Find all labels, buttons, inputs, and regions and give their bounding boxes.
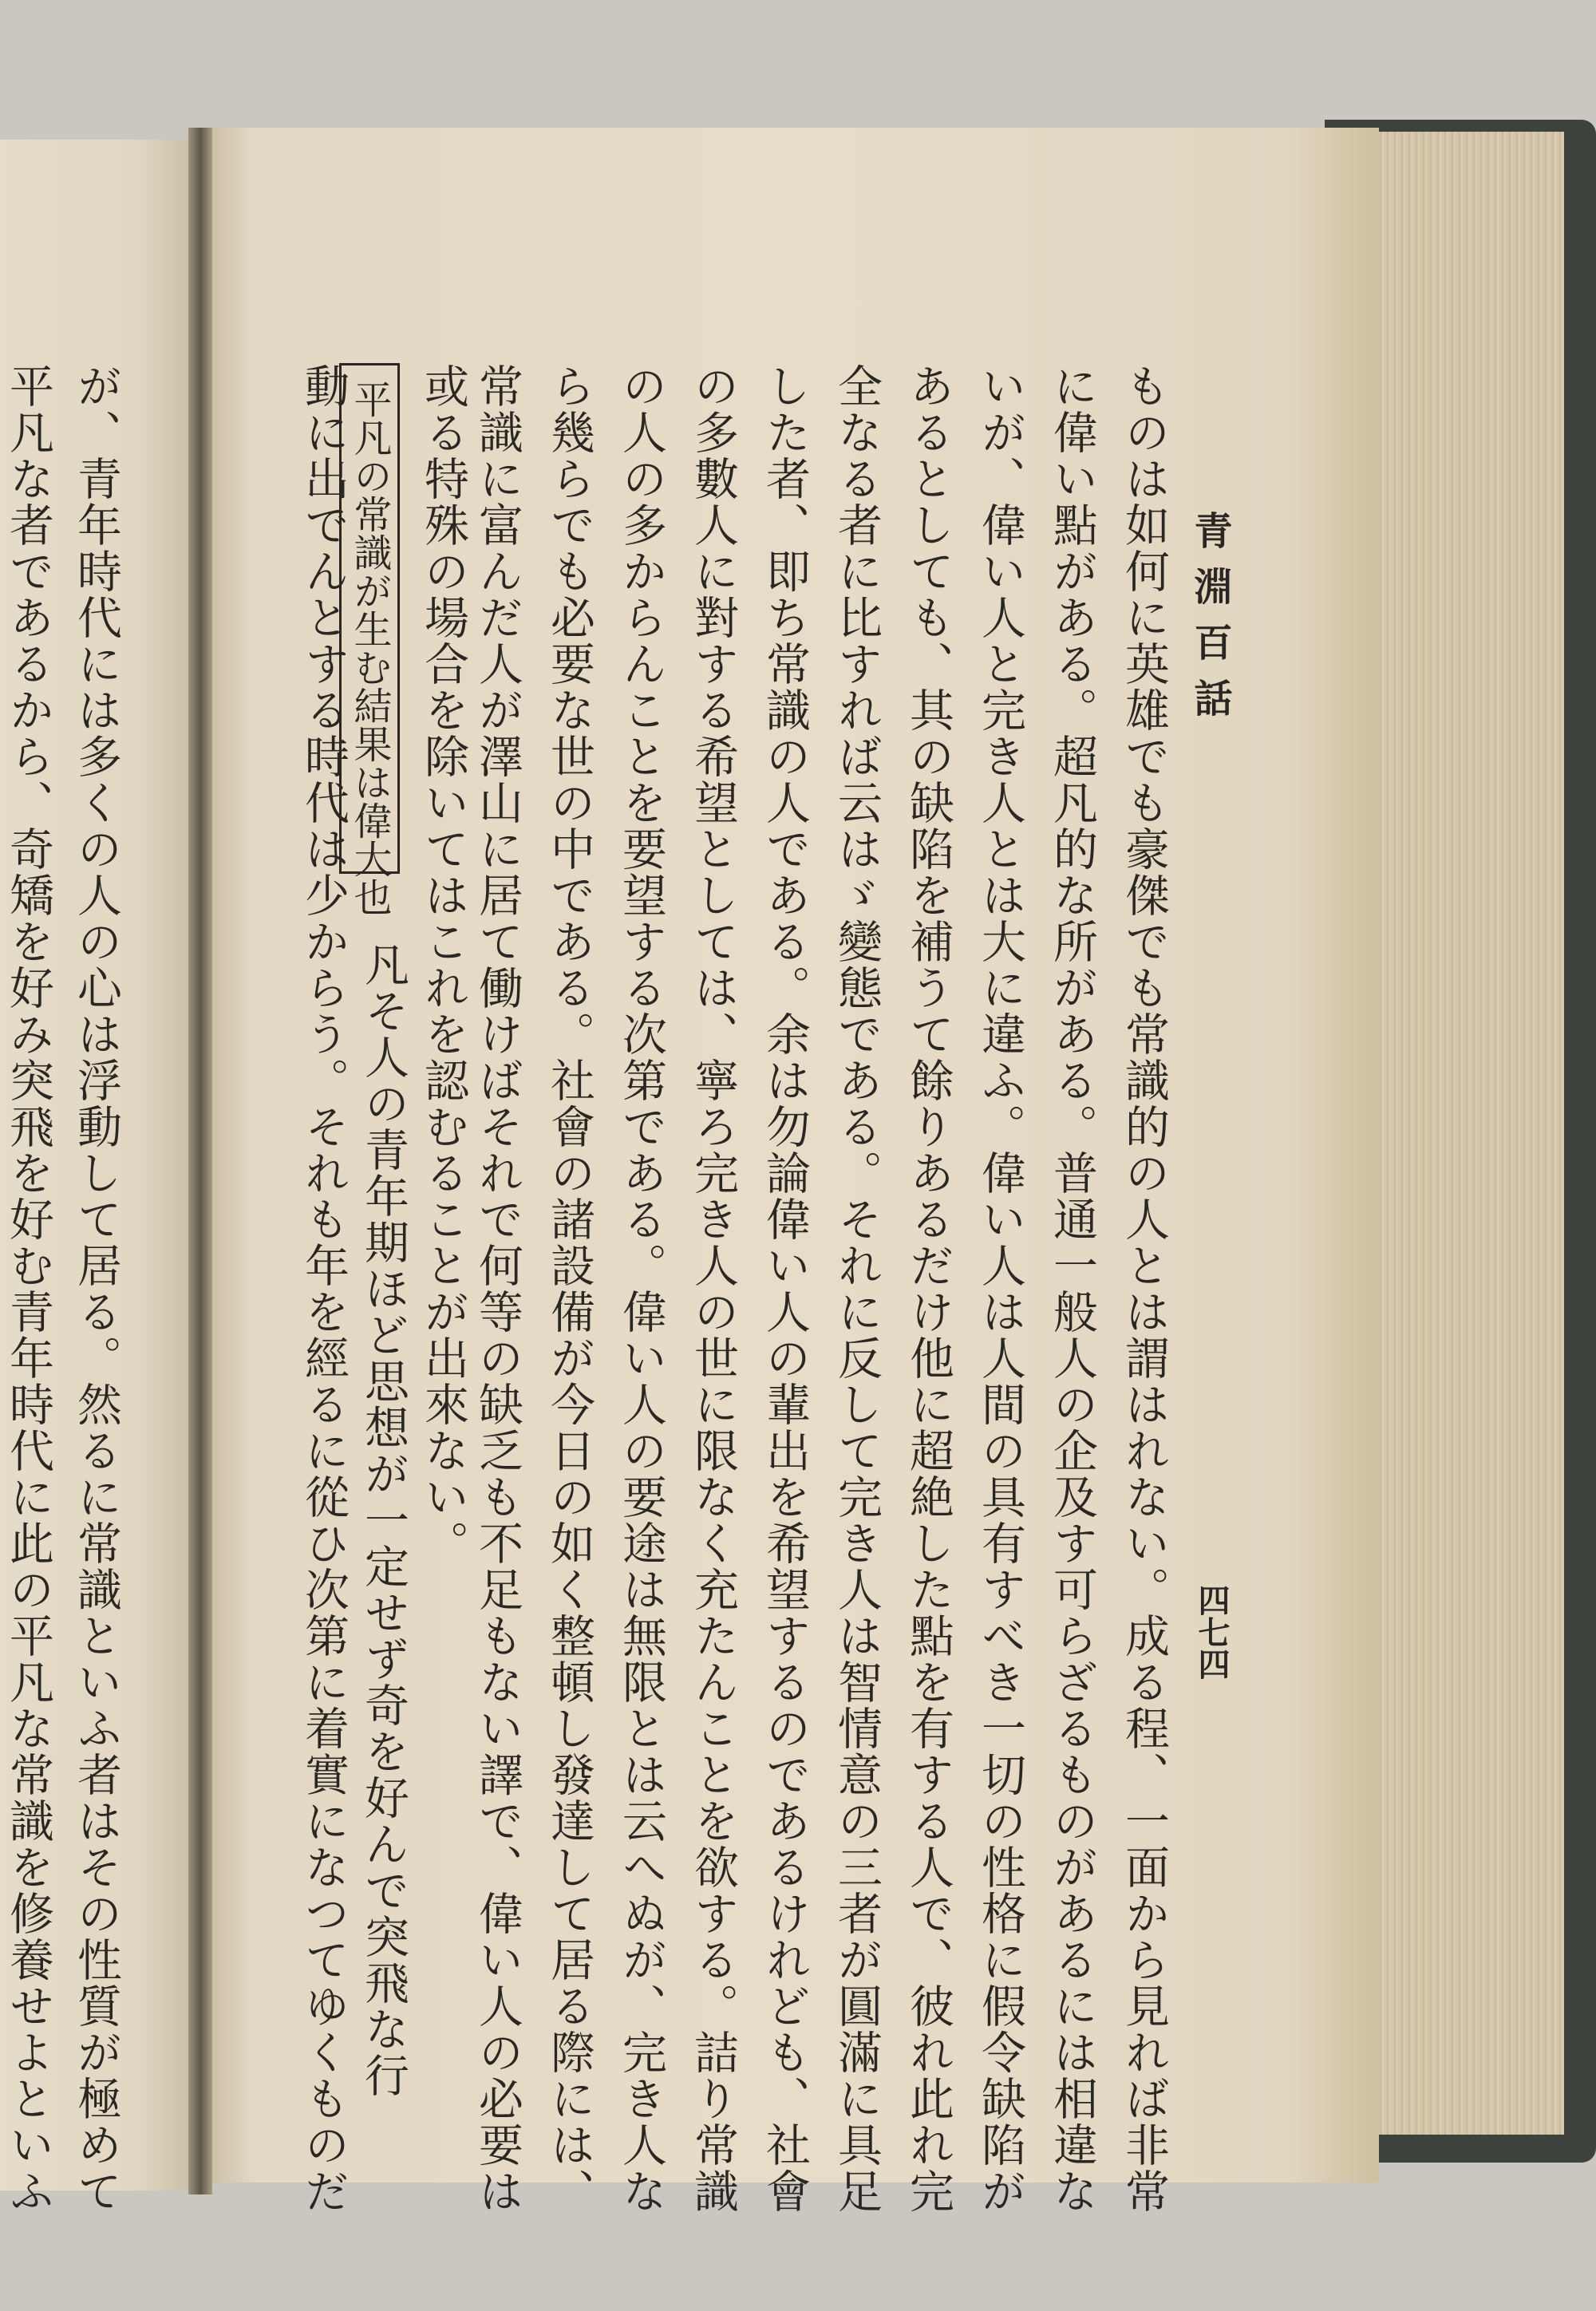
text-line: 常識に富んだ人が澤山に居て働けばそれで何等の缺乏も不足もない譯で、偉い人の必要は <box>472 363 523 2214</box>
text-line: あるとしても、其の缺陷を補うて餘りあるだけ他に超絶した點を有する人で、彼れ此れ完 <box>903 363 954 2214</box>
text-line: 平凡な者であるから、奇矯を好み突飛を好む青年時代に此の平凡な常識を修養せよといふ <box>2 363 54 2214</box>
text-line: いが、偉い人と完き人とは大に違ふ。偉い人は人間の具有すべき一切の性格に假令缺陷が <box>974 363 1026 2214</box>
text-line: の多數人に對する希望としては、寧ろ完き人の世に限なく充たんことを欲する。詰り常識 <box>687 363 739 2214</box>
text-line: 或る特殊の場合を除いてはこれを認むることが出來ない。 <box>417 363 469 1566</box>
running-head: 青淵百話 <box>1187 511 1232 734</box>
text-line: 全なる者に比すれば云はゞ變態である。それに反して完き人は智情意の三者が圓滿に具足 <box>831 363 883 2214</box>
text-line: に偉い點がある。超凡的な所がある。普通一般人の企及す可らざるものがあるには相違な <box>1046 363 1098 2214</box>
page-block-edges <box>1357 132 1564 2135</box>
section-heading: 平凡の常識が生む結果は偉大也 <box>339 363 400 874</box>
text-line: ら幾らでも必要な世の中である。社會の諸設備が今日の如く整頓し發達して居る際には、 <box>543 363 595 2214</box>
text-line: 動に出でんとする時代は少からう。それも年を經るに從ひ次第に着實になつてゆくものだ <box>298 363 350 2214</box>
text-line: した者、即ち常識の人である。余は勿論偉い人の輩出を希望するのであるけれども、社會 <box>759 363 811 2214</box>
text-line: が、青年時代には多くの人の心は浮動して居る。然るに常識といふ者はその性質が極めて <box>70 363 122 2214</box>
book-gutter <box>188 128 212 2194</box>
page-number: 四七四 <box>1193 1584 1231 1680</box>
text-line: の人の多からんことを要望する次第である。偉い人の要途は無限とは云へぬが、完き人な <box>615 363 667 2214</box>
text-line: ものは如何に英雄でも豪傑でも常識的の人とは謂はれない。成る程、一面から見れば非常 <box>1118 363 1170 2214</box>
text-line: 凡そ人の青年期ほど思想が一定せず奇を好んで突飛な行 <box>358 942 409 2099</box>
